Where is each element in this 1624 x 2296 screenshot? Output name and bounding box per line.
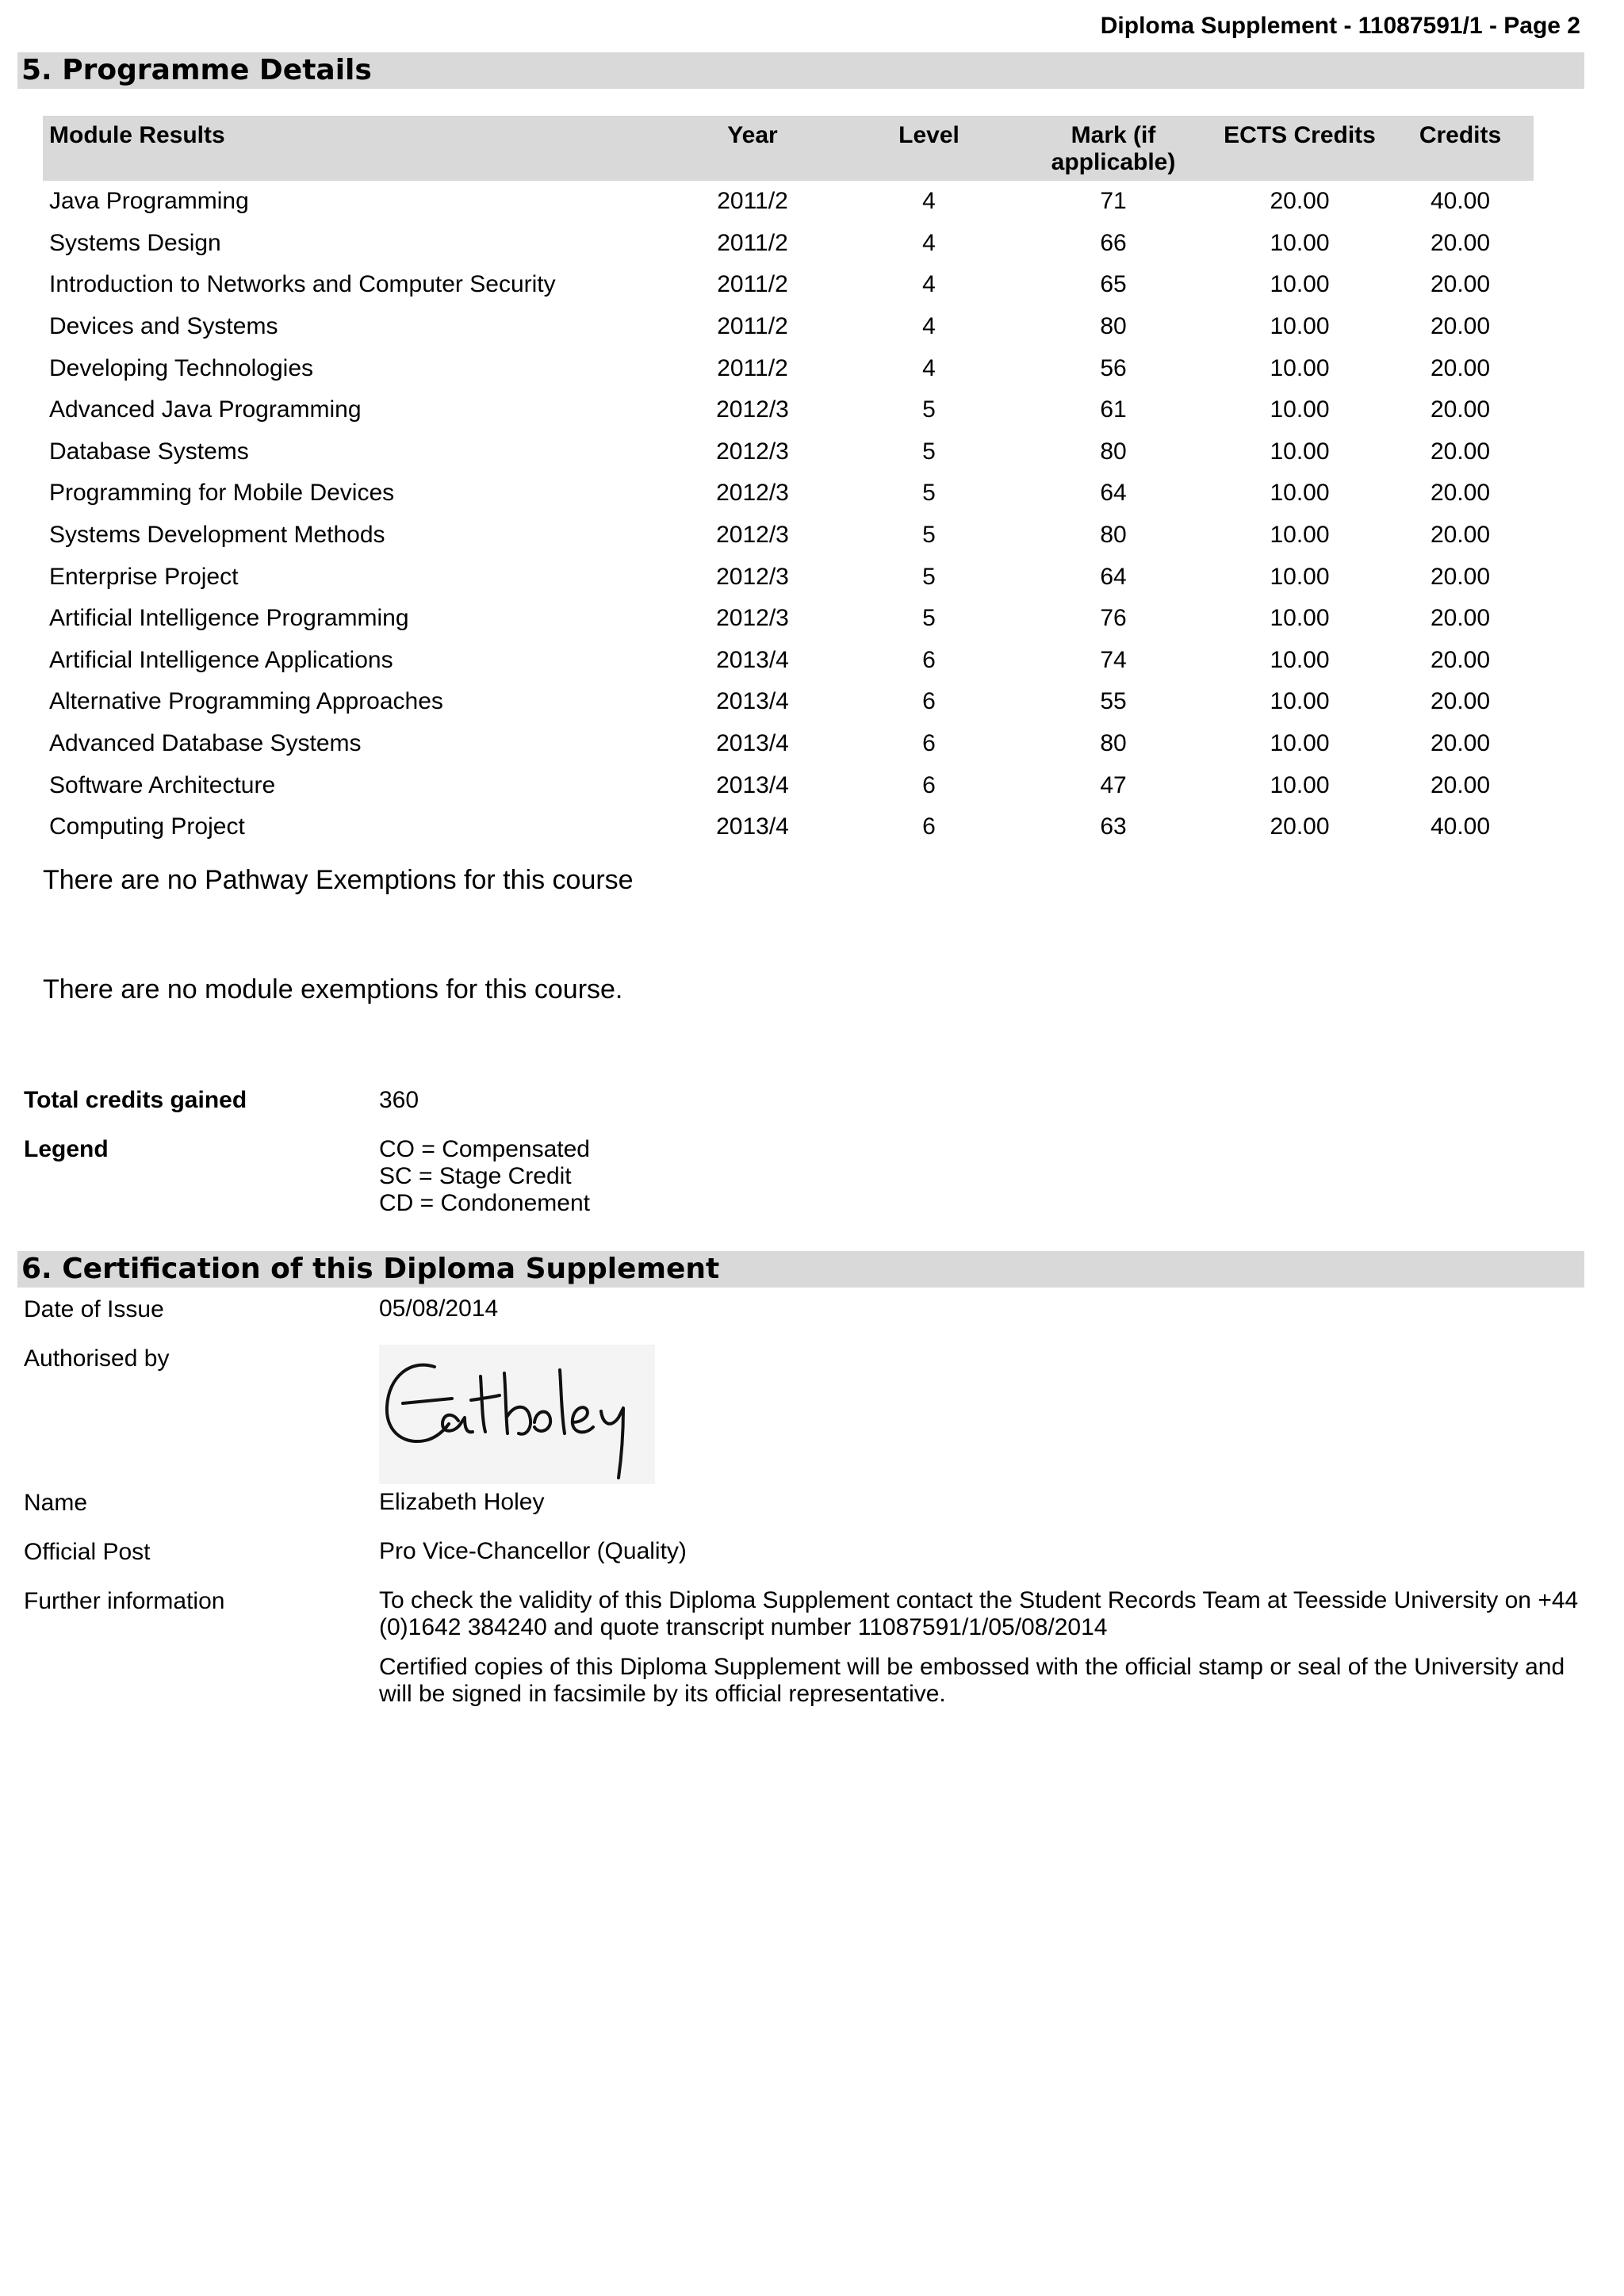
cell-year: 2011/2 bbox=[717, 313, 788, 340]
cell-ects-credits: 10.00 bbox=[1270, 771, 1330, 798]
cell-year: 2013/4 bbox=[716, 813, 789, 840]
cell-level: 5 bbox=[922, 480, 936, 507]
cell-year: 2011/2 bbox=[717, 188, 788, 215]
cell-module-name: Advanced Database Systems bbox=[49, 730, 362, 757]
cell-level: 6 bbox=[922, 730, 936, 757]
cell-module-name: Database Systems bbox=[49, 438, 249, 465]
table-row bbox=[43, 264, 1534, 306]
cell-ects-credits: 10.00 bbox=[1270, 730, 1330, 757]
column-header-year: Year bbox=[661, 116, 844, 181]
cell-credits: 20.00 bbox=[1430, 688, 1491, 715]
cell-module-name: Developing Technologies bbox=[49, 354, 314, 381]
cell-credits: 20.00 bbox=[1430, 522, 1491, 549]
column-header-credits: Credits bbox=[1387, 116, 1534, 181]
cell-module-name: Artificial Intelligence Programming bbox=[49, 605, 409, 632]
cell-year: 2012/3 bbox=[716, 396, 789, 423]
cell-level: 5 bbox=[922, 563, 936, 590]
date-of-issue-value: 05/08/2014 bbox=[379, 1295, 499, 1322]
cell-credits: 40.00 bbox=[1430, 188, 1491, 215]
cell-level: 6 bbox=[922, 646, 936, 673]
cell-credits: 20.00 bbox=[1430, 646, 1491, 673]
cell-ects-credits: 10.00 bbox=[1270, 229, 1330, 256]
cell-module-name: Alternative Programming Approaches bbox=[49, 688, 443, 715]
cell-credits: 20.00 bbox=[1430, 271, 1491, 298]
legend-item: CD = Condonement bbox=[379, 1190, 590, 1216]
cell-year: 2011/2 bbox=[717, 354, 788, 381]
table-row bbox=[43, 681, 1534, 723]
cell-credits: 20.00 bbox=[1430, 229, 1491, 256]
table-row bbox=[43, 723, 1534, 765]
cell-module-name: Software Architecture bbox=[49, 771, 276, 798]
section-title-certification: 6. Certification of this Diploma Supplement bbox=[17, 1251, 1584, 1288]
cell-ects-credits: 10.00 bbox=[1270, 688, 1330, 715]
legend-label: Legend bbox=[24, 1136, 109, 1162]
cell-module-name: Programming for Mobile Devices bbox=[49, 480, 395, 507]
cell-level: 6 bbox=[922, 771, 936, 798]
cell-ects-credits: 10.00 bbox=[1270, 438, 1330, 465]
cell-year: 2011/2 bbox=[717, 229, 788, 256]
cell-ects-credits: 20.00 bbox=[1270, 188, 1330, 215]
cell-year: 2012/3 bbox=[716, 438, 789, 465]
cell-module-name: Enterprise Project bbox=[49, 563, 239, 590]
cell-year: 2013/4 bbox=[716, 646, 789, 673]
legend-item: SC = Stage Credit bbox=[379, 1163, 572, 1189]
cell-credits: 20.00 bbox=[1430, 354, 1491, 381]
cell-mark: 61 bbox=[1100, 396, 1127, 423]
cell-mark: 55 bbox=[1100, 688, 1127, 715]
cell-level: 4 bbox=[922, 354, 936, 381]
cell-module-name: Java Programming bbox=[49, 188, 249, 215]
certified-copies-paragraph: Certified copies of this Diploma Supplement will be embossed with the official stamp or seal of the University and will be signed in facsimile by its official representative. bbox=[379, 1654, 1565, 1707]
cell-credits: 20.00 bbox=[1430, 313, 1491, 340]
legend-item: CO = Compensated bbox=[379, 1136, 590, 1162]
cell-mark: 66 bbox=[1100, 229, 1127, 256]
legend-list bbox=[379, 1136, 590, 1217]
cell-level: 4 bbox=[922, 229, 936, 256]
date-of-issue-label: Date of Issue bbox=[24, 1296, 164, 1322]
cell-mark: 80 bbox=[1100, 522, 1127, 549]
cell-mark: 80 bbox=[1100, 313, 1127, 340]
authorised-by-label: Authorised by bbox=[24, 1345, 170, 1372]
signature-image bbox=[379, 1345, 655, 1484]
table-header-row bbox=[43, 116, 1534, 181]
cell-year: 2012/3 bbox=[716, 563, 789, 590]
cell-mark: 56 bbox=[1100, 354, 1127, 381]
cell-level: 4 bbox=[922, 271, 936, 298]
cell-year: 2013/4 bbox=[716, 688, 789, 715]
cell-credits: 20.00 bbox=[1430, 396, 1491, 423]
section-title-programme-details: 5. Programme Details bbox=[17, 52, 1584, 89]
cell-module-name: Introduction to Networks and Computer Security bbox=[49, 271, 556, 298]
cell-year: 2013/4 bbox=[716, 730, 789, 757]
cell-credits: 20.00 bbox=[1430, 605, 1491, 632]
total-credits-label: Total credits gained bbox=[24, 1087, 247, 1113]
cell-mark: 76 bbox=[1100, 605, 1127, 632]
cell-credits: 20.00 bbox=[1430, 563, 1491, 590]
table-row bbox=[43, 431, 1534, 473]
table-row bbox=[43, 556, 1534, 598]
cell-ects-credits: 10.00 bbox=[1270, 271, 1330, 298]
cell-mark: 74 bbox=[1100, 646, 1127, 673]
page-header: Diploma Supplement - 11087591/1 - Page 2 bbox=[1100, 13, 1580, 39]
table-row bbox=[43, 806, 1534, 848]
table-row bbox=[43, 223, 1534, 265]
table-row bbox=[43, 306, 1534, 348]
cell-level: 5 bbox=[922, 522, 936, 549]
table-row bbox=[43, 515, 1534, 557]
cell-ects-credits: 10.00 bbox=[1270, 313, 1330, 340]
cell-credits: 40.00 bbox=[1430, 813, 1491, 840]
cell-level: 5 bbox=[922, 605, 936, 632]
table-row bbox=[43, 598, 1534, 640]
official-post-value: Pro Vice-Chancellor (Quality) bbox=[379, 1538, 687, 1564]
cell-ects-credits: 10.00 bbox=[1270, 646, 1330, 673]
column-header-module: Module Results bbox=[43, 116, 661, 181]
column-header-mark: Mark (if applicable) bbox=[1014, 116, 1212, 181]
cell-year: 2012/3 bbox=[716, 480, 789, 507]
cell-level: 4 bbox=[922, 188, 936, 215]
cell-mark: 63 bbox=[1100, 813, 1127, 840]
cell-mark: 64 bbox=[1100, 563, 1127, 590]
further-information-paragraph: To check the validity of this Diploma Supplement contact the Student Records Team at Teesside University on +44 (0)1642 384240 and quote transcript number 11087591/1/05/08/2014 bbox=[379, 1587, 1579, 1640]
column-header-ects-credits: ECTS Credits bbox=[1212, 116, 1387, 181]
name-label: Name bbox=[24, 1490, 88, 1516]
cell-module-name: Advanced Java Programming bbox=[49, 396, 362, 423]
total-credits-value: 360 bbox=[379, 1087, 419, 1113]
column-header-level: Level bbox=[844, 116, 1014, 181]
cell-year: 2012/3 bbox=[716, 522, 789, 549]
module-exemptions-note: There are no module exemptions for this course. bbox=[43, 974, 623, 1004]
cell-ects-credits: 10.00 bbox=[1270, 480, 1330, 507]
cell-ects-credits: 10.00 bbox=[1270, 522, 1330, 549]
cell-module-name: Systems Design bbox=[49, 229, 221, 256]
cell-mark: 64 bbox=[1100, 480, 1127, 507]
official-post-label: Official Post bbox=[24, 1539, 151, 1565]
table-row bbox=[43, 640, 1534, 682]
cell-credits: 20.00 bbox=[1430, 730, 1491, 757]
cell-module-name: Artificial Intelligence Applications bbox=[49, 646, 393, 673]
cell-level: 4 bbox=[922, 313, 936, 340]
cell-mark: 80 bbox=[1100, 730, 1127, 757]
table-row bbox=[43, 181, 1534, 223]
cell-level: 6 bbox=[922, 813, 936, 840]
cell-module-name: Systems Development Methods bbox=[49, 522, 385, 549]
module-results-table bbox=[43, 116, 1534, 848]
cell-level: 5 bbox=[922, 438, 936, 465]
table-row bbox=[43, 473, 1534, 515]
cell-credits: 20.00 bbox=[1430, 771, 1491, 798]
cell-ects-credits: 10.00 bbox=[1270, 563, 1330, 590]
table-row bbox=[43, 347, 1534, 389]
table-row bbox=[43, 389, 1534, 431]
cell-level: 6 bbox=[922, 688, 936, 715]
cell-credits: 20.00 bbox=[1430, 438, 1491, 465]
name-value: Elizabeth Holey bbox=[379, 1489, 545, 1515]
cell-mark: 80 bbox=[1100, 438, 1127, 465]
cell-mark: 71 bbox=[1100, 188, 1127, 215]
cell-mark: 65 bbox=[1100, 271, 1127, 298]
cell-ects-credits: 10.00 bbox=[1270, 605, 1330, 632]
cell-module-name: Computing Project bbox=[49, 813, 245, 840]
further-information-label: Further information bbox=[24, 1588, 225, 1614]
cell-ects-credits: 20.00 bbox=[1270, 813, 1330, 840]
cell-credits: 20.00 bbox=[1430, 480, 1491, 507]
cell-module-name: Devices and Systems bbox=[49, 313, 278, 340]
cell-year: 2012/3 bbox=[716, 605, 789, 632]
pathway-exemptions-note: There are no Pathway Exemptions for this course bbox=[43, 865, 634, 895]
cell-mark: 47 bbox=[1100, 771, 1127, 798]
cell-level: 5 bbox=[922, 396, 936, 423]
cell-ects-credits: 10.00 bbox=[1270, 396, 1330, 423]
cell-ects-credits: 10.00 bbox=[1270, 354, 1330, 381]
cell-year: 2013/4 bbox=[716, 771, 789, 798]
module-rows bbox=[43, 181, 1534, 848]
cell-year: 2011/2 bbox=[717, 271, 788, 298]
table-row bbox=[43, 764, 1534, 806]
